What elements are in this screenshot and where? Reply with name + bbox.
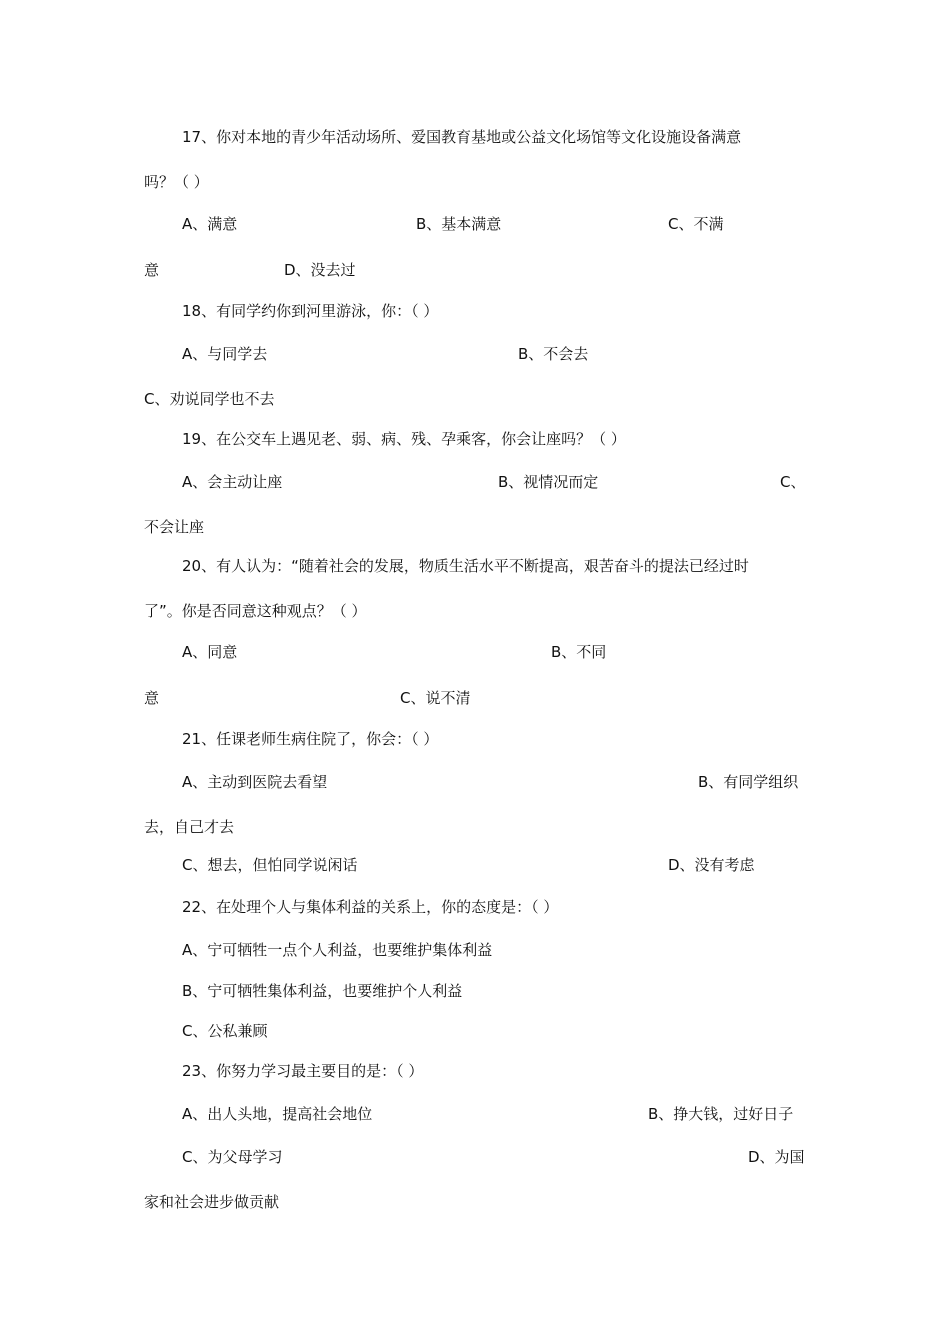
question-17-option-a: A、满意 <box>182 215 238 233</box>
question-20-stem-line1: 20、有人认为：“随着社会的发展，物质生活水平不断提高，艰苦奋斗的提法已经过时 <box>182 557 749 575</box>
question-23-option-a: A、出人头地，提高社会地位 <box>182 1105 373 1123</box>
question-17-stem-line2: 吗？（ ） <box>144 173 209 191</box>
question-18-stem: 18、有同学约你到河里游泳，你：（ ） <box>182 302 439 320</box>
question-23-option-c: C、为父母学习 <box>182 1148 283 1166</box>
question-17-option-d: D、没去过 <box>284 261 356 279</box>
question-19-stem: 19、在公交车上遇见老、弱、病、残、孕乘客，你会让座吗？（ ） <box>182 430 626 448</box>
question-23-stem: 23、你努力学习最主要目的是：（ ） <box>182 1062 424 1080</box>
question-21-option-c: C、想去，但怕同学说闲话 <box>182 856 358 874</box>
question-21-option-d: D、没有考虑 <box>668 856 755 874</box>
question-17-option-c-continued: 意 <box>144 261 160 279</box>
question-20-option-b: B、不同 <box>551 643 607 661</box>
question-17-option-b: B、基本满意 <box>416 215 502 233</box>
question-23-option-d-continued: 家和社会进步做贡献 <box>144 1193 280 1211</box>
question-23-option-d: D、为国 <box>748 1148 805 1166</box>
question-21-option-a: A、主动到医院去看望 <box>182 773 328 791</box>
question-19-option-a: A、会主动让座 <box>182 473 283 491</box>
question-21-option-b: B、有同学组织 <box>698 773 799 791</box>
question-21-stem: 21、任课老师生病住院了，你会：（ ） <box>182 730 439 748</box>
question-18-option-c: C、劝说同学也不去 <box>144 390 275 408</box>
question-22-option-b: B、宁可牺牲集体利益，也要维护个人利益 <box>182 982 463 1000</box>
question-22-stem: 22、在处理个人与集体利益的关系上，你的态度是：（ ） <box>182 898 559 916</box>
question-22-option-a: A、宁可牺牲一点个人利益，也要维护集体利益 <box>182 941 493 959</box>
question-20-option-c: C、说不清 <box>400 689 471 707</box>
question-17-stem-line1: 17、你对本地的青少年活动场所、爱国教育基地或公益文化场馆等文化设施设备满意 <box>182 128 742 146</box>
question-19-option-b: B、视情况而定 <box>498 473 599 491</box>
question-22-option-c: C、公私兼顾 <box>182 1022 268 1040</box>
question-19-option-c: C、 <box>780 473 806 491</box>
question-18-option-b: B、不会去 <box>518 345 589 363</box>
question-17-option-c: C、不满 <box>668 215 724 233</box>
question-20-stem-line2: 了”。你是否同意这种观点？（ ） <box>144 602 367 620</box>
question-18-option-a: A、与同学去 <box>182 345 268 363</box>
question-21-option-b-continued: 去，自己才去 <box>144 818 235 836</box>
question-20-option-b-continued: 意 <box>144 689 160 707</box>
question-23-option-b: B、挣大钱，过好日子 <box>648 1105 794 1123</box>
question-20-option-a: A、同意 <box>182 643 238 661</box>
question-19-option-c-continued: 不会让座 <box>144 518 205 536</box>
